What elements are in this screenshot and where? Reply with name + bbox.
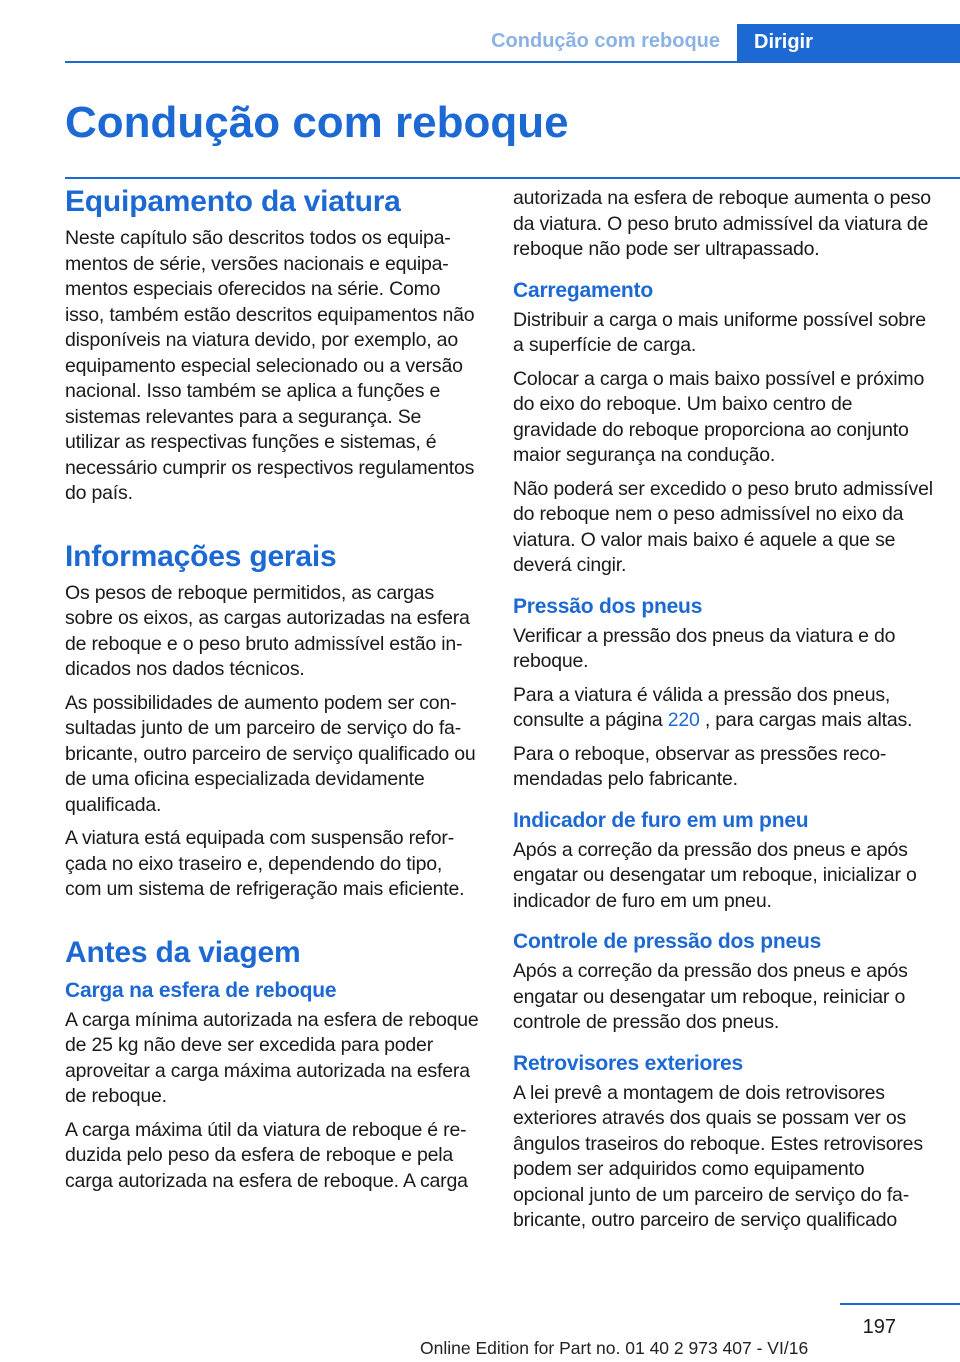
subheading-carga: Carga na esfera de reboque bbox=[65, 978, 337, 1002]
right-column bbox=[513, 186, 933, 1242]
paragraph: Colocar a carga o mais baixo possível e próximo do eixo do reboque. Um baixo centro de gravidade do reboque proporciona ao conjunto maior segurança na condução. bbox=[513, 367, 925, 466]
header-section-title: Condução com reboque bbox=[491, 30, 720, 52]
paragraph: autorizada na esfera de reboque aumenta o peso da viatura. O peso bruto admissível da viatura de reboque não pode ser ultrapassado. bbox=[513, 187, 931, 260]
paragraph: A carga máxima útil da viatura de reboque é reduzida pelo peso da esfera de reboque e pela carga autorizada na esfera de reboque. A carga bbox=[65, 1118, 468, 1192]
subheading-pressao: Pressão dos pneus bbox=[513, 594, 703, 618]
paragraph bbox=[513, 683, 933, 734]
subheading-controle: Controle de pressão dos pneus bbox=[513, 930, 822, 953]
paragraph: Não poderá ser excedido o peso bruto admissível do reboque nem o peso admissível no eixo da viatura. O valor mais baixo é aquele a que se deverá cingir. bbox=[513, 477, 933, 576]
heading-antes: Antes da viagem bbox=[65, 935, 301, 969]
paragraph: Após a correção da pressão dos pneus e após engatar ou desengatar um reboque, inicializar o indicador de furo em um pneu. bbox=[513, 838, 917, 912]
subheading-carregamento: Carregamento bbox=[513, 278, 653, 302]
text: , para cargas mais altas. bbox=[699, 709, 913, 731]
page-link[interactable]: 220 bbox=[667, 709, 700, 731]
subheading-indicador: Indicador de furo em um pneu bbox=[513, 808, 809, 832]
page-number: 197 bbox=[862, 1316, 896, 1338]
paragraph: Para o reboque, observar as pressões recomendadas pelo fabricante. bbox=[513, 742, 887, 790]
paragraph: A lei prevê a montagem de dois retrovisores exteriores através dos quais se possam ver os ângulos traseiros do reboque. Estes retrovisores podem ser adquiridos como equipamento opcional junto de um parceiro de serviço do fabricante, outro parceiro de serviço qualificado bbox=[513, 1081, 923, 1231]
header-chapter-tab: Dirigir bbox=[737, 24, 960, 63]
footer-rule bbox=[840, 1303, 960, 1305]
page-title: Condução com reboque bbox=[65, 98, 569, 147]
paragraph: Neste capítulo são descritos todos os equipamentos de série, versões nacionais e equipamentos especiais oferecidos na série. Como isso, também estão descritos equipamentos não disponíveis na viatura devido, por exemplo, ao equipamento especial selecionado ou a versão nacional. Isso também se aplica a funções e sistemas relevantes para a segurança. Se utilizar as respectivas funções e sistemas, é necessário cumprir os respectivos regulamentos do país. bbox=[65, 227, 475, 504]
text: Para a viatura é válida a pressão dos pneus, consulte a página bbox=[513, 683, 891, 731]
edition-note: Online Edition for Part no. 01 40 2 973 407 - VI/16 bbox=[420, 1338, 809, 1358]
paragraph: Verificar a pressão dos pneus da viatura e do reboque. bbox=[513, 624, 896, 672]
paragraph: Os pesos de reboque permitidos, as cargas sobre os eixos, as cargas autorizadas na esfera de reboque e o peso bruto admissível estão indicados nos dados técnicos. bbox=[65, 581, 470, 680]
paragraph: As possibilidades de aumento podem ser consultadas junto de um parceiro de serviço do fabricante, outro parceiro de serviço qualificado ou de uma oficina especializada devidamente qualificada. bbox=[65, 691, 476, 816]
heading-informacoes: Informações gerais bbox=[65, 539, 337, 573]
title-rule bbox=[65, 177, 960, 179]
paragraph: Após a correção da pressão dos pneus e após engatar ou desengatar um reboque, reiniciar o controle de pressão dos pneus. bbox=[513, 960, 908, 1033]
heading-equipamento: Equipamento da viatura bbox=[65, 185, 401, 218]
left-column bbox=[65, 184, 481, 1202]
paragraph: A carga mínima autorizada na esfera de reboque de 25 kg não deve ser excedida para poder aproveitar a carga máxima autorizada na esfera de reboque. bbox=[65, 1008, 479, 1107]
subheading-retrovisores: Retrovisores exteriores bbox=[513, 1051, 744, 1075]
header-rule bbox=[65, 61, 960, 63]
paragraph: Distribuir a carga o mais uniforme possível sobre a superfície de carga. bbox=[513, 308, 926, 356]
paragraph: A viatura está equipada com suspensão reforçada no eixo traseiro e, dependendo do tipo, com um sistema de refrigeração mais eficiente. bbox=[65, 827, 465, 900]
